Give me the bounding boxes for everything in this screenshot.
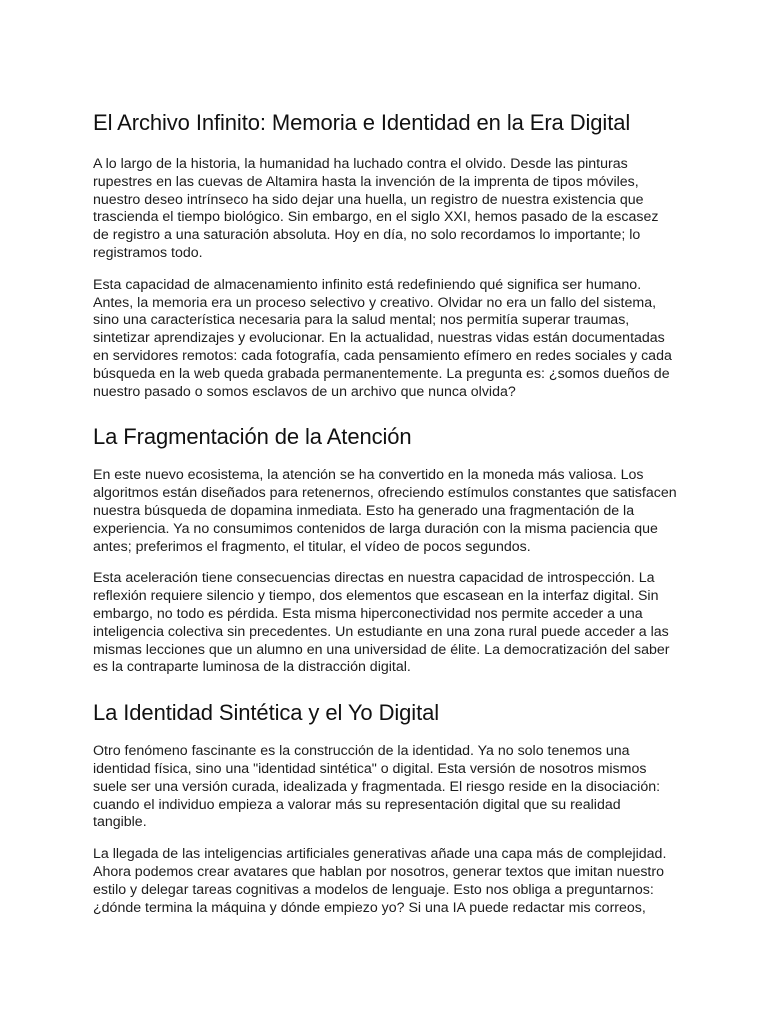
identity-paragraph-1: Otro fenómeno fascinante es la construcción de la identidad. Ya no solo tenemos una identidad física, sino una "identidad sintética" o digital. Esta versión de nosotros mismos suele ser una versión curada, idealizada y fragmentada. El riesgo reside en la disociación: cuando el individuo empieza a valorar más su representación digital que su realidad tangible. xyxy=(93,743,661,831)
section-heading-attention: La Fragmentación de la Atención xyxy=(93,424,412,450)
attention-paragraph-2: Esta aceleración tiene consecuencias directas en nuestra capacidad de introspección. La reflexión requiere silencio y tiempo, dos elementos que escasean en la interfaz digital. Sin embargo, no todo es pérdida. Esta misma hiperconectividad nos permite acceder a una inteligencia colectiva sin precedentes. Un estudiante en una zona rural puede acceder a las mismas lecciones que un alumno en una universidad de élite. La democratización del saber es la contraparte luminosa de la distracción digital. xyxy=(93,570,670,676)
identity-paragraph-2: La llegada de las inteligencias artificiales generativas añade una capa más de complejidad. Ahora podemos crear avatares que hablan por nosotros, generar textos que imitan nuestro estilo y delegar tareas cognitivas a modelos de lenguaje. Esto nos obliga a preguntarnos: ¿dónde termina la máquina y dónde empiezo yo? Si una IA puede redactar mis correos, xyxy=(93,846,667,916)
document-page xyxy=(93,108,678,931)
attention-paragraph-1: En este nuevo ecosistema, la atención se ha convertido en la moneda más valiosa. Los algoritmos están diseñados para retenernos, ofreciendo estímulos constantes que satisfacen nuestra búsqueda de dopamina inmediata. Esto ha generado una fragmentación de la experiencia. Ya no consumimos contenidos de larga duración con la misma paciencia que antes; preferimos el fragmento, el titular, el vídeo de pocos segundos. xyxy=(93,467,677,555)
section-heading-identity: La Identidad Sintética y el Yo Digital xyxy=(93,700,439,726)
intro-paragraph-2: Esta capacidad de almacenamiento infinito está redefiniendo qué significa ser humano. Antes, la memoria era un proceso selectivo y creativo. Olvidar no era un fallo del sistema, sino una característica necesaria para la salud mental; nos permitía superar traumas, sintetizar aprendizajes y evolucionar. En la actualidad, nuestras vidas están documentadas en servidores remotos: cada fotografía, cada pensamiento efímero en redes sociales y cada búsqueda en la web queda grabada permanentemente. La pregunta es: ¿somos dueños de nuestro pasado o somos esclavos de un archivo que nunca olvida? xyxy=(93,276,672,400)
intro-paragraph-1: A lo largo de la historia, la humanidad ha luchado contra el olvido. Desde las pinturas rupestres en las cuevas de Altamira hasta la invención de la imprenta de tipos móviles, nuestro deseo intrínseco ha sido dejar una huella, un registro de nuestra existencia que trascienda el tiempo biológico. Sin embargo, en el siglo XXI, hemos pasado de la escasez de registro a una saturación absoluta. Hoy en día, no solo recordamos lo importante; lo registramos todo. xyxy=(93,156,659,261)
document-title: El Archivo Infinito: Memoria e Identidad en la Era Digital xyxy=(93,110,631,135)
